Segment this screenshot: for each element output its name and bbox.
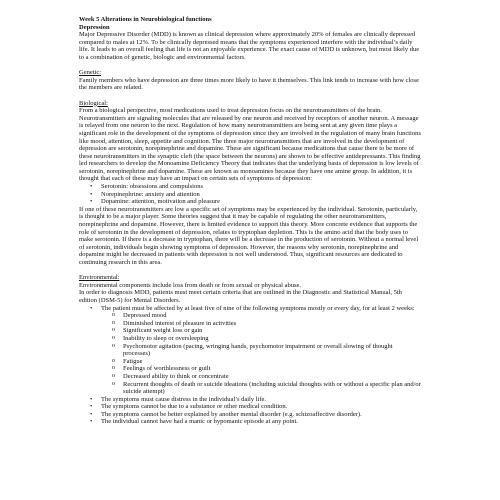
document-body [79,16,421,426]
list-item-text: The individual cannot have had a manic or hypomanic episode at any point. [101,418,298,426]
biological-heading: Biological: [79,99,108,107]
list-item-text: Significant weight loss or gain [123,327,203,335]
list-item [101,335,421,343]
list-item [101,343,421,358]
list-item-text: Psychomotor agitation (pacing, wringing hands, psychomotor impairment or overall slowing of thought processes) [123,342,393,358]
symptom-list [101,312,421,396]
list-item-text: The symptoms must cause distress in the individual’s daily life. [101,395,267,403]
list-item [79,411,421,419]
list-item-text: Inability to sleep or oversleeping [123,334,209,342]
bullet-circle-icon: o [112,380,115,387]
diagnosis-paragraph: In order to diagnosis MDD, patients must meet certain criteria that are outlined in the Diagnostic and Statistical Manual, 5th edition (DSM-5) for Mental Disorders. [79,289,402,304]
list-item [101,365,421,373]
list-item [101,373,421,381]
list-item-text: Depressed mood [123,312,167,320]
intro-paragraph: Major Depressive Disorder (MDD) is known as clinical depression where approximately 20% of females are clinically depressed compared to males at 12%. To be clinically depressed means that the symptoms experienced interfere with the individual’s daily life. It leads to an overall feeling that life is not an enjoyable experience. The exact cause of MDD is unknown, but most likely due to a combination of genetic, biologic and environmental factors. [79,31,420,61]
biological-paragraph: From a biological perspective, most medications used to treat depression focus on the neurotransmitters of the brain. Neurotransmitters are signaling molecules that are released by one neuron and received by receptors of another neuron. A message is relayed from one neuron to the next. Regulation of how many neurotransmitters are being sent at any given time plays a significant role in the development of the symptoms of depression since they are involved in the regulation of many brain functions like mood, attention, sleep, appetite and cognition. The three major neurotransmitters that are involved in the development of depression are serotonin, norepinephrine and dopamine. These are significant because medications that cause there to be more of these neurotransmitters in the synaptic cleft (the space between the neurons) are shown to be effective antidepressants. This finding led researchers to develop the Monoamine Deficiency Theory that indicates that the underlying basis of depression is low levels of serotonin, norepinephrine and dopamine. These are known as monoamines because they have one amine group. In addition, it is thought that each of these may have an impact on certain sets of symptoms of depression: [79,107,421,183]
section-title-depression: Depression [79,23,110,31]
genetic-heading: Genetic: [79,69,102,77]
bullet-circle-icon: o [112,312,115,319]
bullet-circle-icon: o [112,365,115,372]
environmental-heading: Environmental: [79,274,120,282]
criteria-list [79,305,421,427]
list-item [79,191,421,199]
list-item-text: The patient must be affected by at least five of nine of the following symptoms mostly or every day, for at least 2 weeks: [101,304,415,312]
list-item-text: The symptoms cannot be better explained by another mental disorder (e.g. schizoaffective disorder). [101,410,362,418]
list-item [79,183,421,191]
list-item [101,320,421,328]
list-item-text: Norepinephrine: anxiety and attention [101,190,200,198]
bullet-dot-icon: • [90,304,93,312]
bullet-circle-icon: o [112,327,115,334]
bullet-circle-icon: o [112,342,115,349]
list-item-text: Feelings of worthlessness or guilt [123,365,211,373]
bullet-circle-icon: o [112,372,115,379]
list-item-text: Dopamine: attention, motivation and pleasure [101,198,220,206]
list-item [101,358,421,366]
bullet-circle-icon: o [112,357,115,364]
bullet-dot-icon: • [90,183,93,191]
list-item-text: Diminished interest of pleasure in activities [123,319,237,327]
list-item-text: Fatigue [123,357,143,365]
bullet-circle-icon: o [112,334,115,341]
bullet-dot-icon: • [90,410,93,418]
page-title: Week 5 Alterations in Neurobiological functions [79,16,212,23]
environmental-paragraph: Environmental components include loss from death or from sexual or physical abuse. [79,281,302,289]
list-item [79,305,421,396]
bullet-dot-icon: • [90,190,93,198]
list-item-text: The symptoms cannot be due to a substance or other medical condition. [101,403,288,411]
list-item [79,396,421,404]
list-item [101,327,421,335]
bullet-dot-icon: • [90,403,93,411]
list-item-text: Recurrent thoughts of death or suicide ideations (including suicidal thoughts with or without a specific plan and/or suicide attempt) [123,380,421,396]
bullet-dot-icon: • [90,418,93,426]
neurotransmitter-list [79,183,421,206]
genetic-paragraph: Family members who have depression are three times more likely to have it themselves. This link tends to increase with how close the members are related. [79,76,419,92]
list-item [79,418,421,426]
bullet-dot-icon: • [90,198,93,206]
list-item [79,403,421,411]
biological-paragraph-2: If one of these neurotransmitters are low a specific set of symptoms may be experienced by the individual. Serotonin, particularly, is thought to be a major player. Some theories suggest that it may be capable of regulating the other neurotransmitters, norepinephrine and dopamine. However, there is limited evidence to support this theory. More concrete evidence that supports the role of serotonin in the development of depression, relates to tryptophan depletion. This is the amino acid that the body uses to make serotonin. If there is a decrease in tryptophan, there will be a decrease in the production of serotonin. Without a normal level of serotonin, individuals begin showing symptoms of depression. However, the reasons why serotonin, norepinephrine and dopamine might be decreased in patients with depression is not well understood. Thus, significant resources are dedicated to continuing research in this area. [79,205,419,266]
list-item [101,312,421,320]
list-item [101,381,421,396]
list-item-text: Serotonin: obsessions and compulsions [101,183,204,191]
list-item-text: Decreased ability to think or concentrate [123,372,229,380]
bullet-circle-icon: o [112,319,115,326]
bullet-dot-icon: • [90,395,93,403]
list-item [79,198,421,206]
